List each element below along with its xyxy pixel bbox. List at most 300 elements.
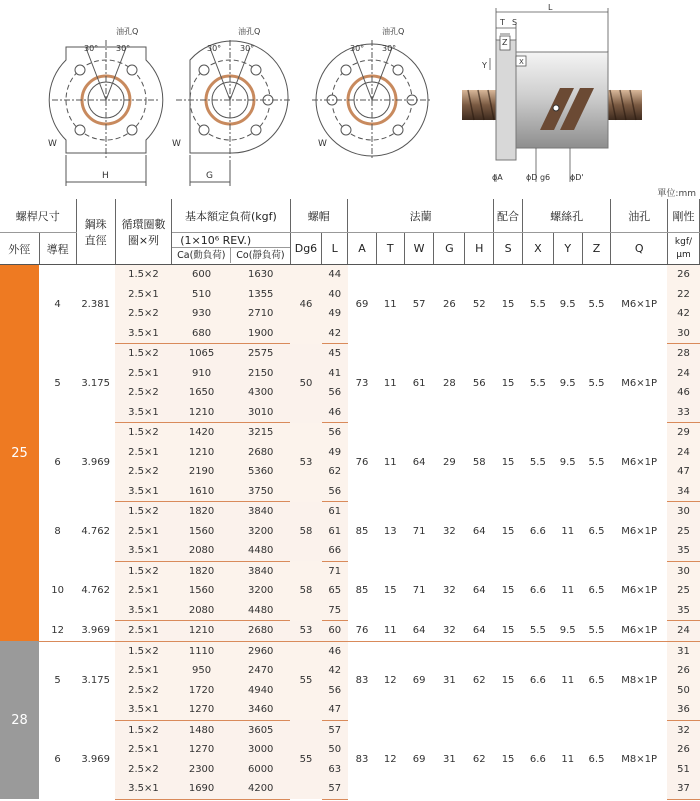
header-X: X [522, 233, 553, 265]
static-load-cell: 3605 [231, 720, 290, 740]
nut-length-cell: 47 [322, 700, 348, 720]
nut-length-cell: 57 [322, 720, 348, 740]
circuit-cell: 3.5×1 [115, 779, 172, 799]
static-load-cell: 3010 [231, 403, 290, 423]
nut-length-cell: 61 [322, 522, 348, 542]
dynamic-load-cell: 1650 [172, 383, 232, 403]
flange1-W: W [48, 139, 57, 149]
header-W: W [404, 233, 434, 265]
circuit-cell: 3.5×1 [115, 324, 172, 344]
flange1-H: H [102, 171, 109, 181]
circuit-cell: 1.5×2 [115, 265, 172, 285]
side-view-drawing [462, 8, 642, 182]
rigidity-cell: 42 [667, 304, 699, 324]
circuit-cell: 3.5×1 [115, 482, 172, 502]
static-load-cell: 2575 [231, 344, 290, 364]
flange-drawing-2 [176, 40, 292, 186]
flange3-W: W [318, 139, 327, 149]
dim-X-cell: 6.6 [522, 502, 553, 562]
static-load-cell: 3200 [231, 581, 290, 601]
dynamic-load-cell: 930 [172, 304, 232, 324]
static-load-cell: 3215 [231, 423, 290, 443]
side-L: L [548, 3, 553, 12]
header-od: 外徑 [0, 233, 39, 265]
table-row [0, 561, 700, 581]
dim-G-cell: 32 [434, 502, 465, 562]
dim-Q-cell: M6×1P [611, 621, 668, 642]
dim-Q-cell: M6×1P [611, 265, 668, 344]
header-Z: Z [582, 233, 611, 265]
nut-length-cell: 40 [322, 285, 348, 305]
rigidity-cell: 35 [667, 601, 699, 621]
flange2-oil-hole: 油孔Q [238, 27, 261, 36]
rigidity-cell: 33 [667, 403, 699, 423]
dim-W-cell: 57 [404, 265, 434, 344]
dim-H-cell: 58 [465, 423, 494, 502]
dim-Z-cell: 5.5 [582, 621, 611, 642]
dim-H-cell: 56 [465, 344, 494, 423]
circuit-cell: 2.5×2 [115, 383, 172, 403]
dim-H-cell: 62 [465, 641, 494, 720]
dim-S-cell: 15 [494, 265, 523, 344]
circuit-cell: 3.5×1 [115, 601, 172, 621]
static-load-cell: 2150 [231, 364, 290, 384]
header-fit: 配合 [494, 199, 523, 233]
dim-A-cell: 85 [348, 502, 377, 562]
dim-G-cell: 26 [434, 265, 465, 344]
static-load-cell: 4480 [231, 601, 290, 621]
dim-W-cell: 71 [404, 502, 434, 562]
dim-G-cell: 32 [434, 561, 465, 621]
dim-H-cell: 52 [465, 265, 494, 344]
nut-length-cell: 61 [322, 502, 348, 522]
lead-cell: 6 [39, 423, 76, 502]
dim-G-cell: 28 [434, 344, 465, 423]
static-load-cell: 2960 [231, 641, 290, 661]
dim-A-cell: 85 [348, 561, 377, 621]
dim-Y-cell: 9.5 [553, 265, 582, 344]
side-phid: ϕD' [570, 173, 584, 182]
static-load-cell: 3000 [231, 740, 290, 760]
header-co: Co(靜負荷) [236, 250, 285, 261]
unit-label: 單位:mm [657, 189, 696, 199]
dim-Z-cell: 5.5 [582, 265, 611, 344]
dim-H-cell: 64 [465, 502, 494, 562]
dim-Z-cell: 5.5 [582, 344, 611, 423]
dim-W-cell: 69 [404, 720, 434, 799]
rigidity-cell: 24 [667, 364, 699, 384]
nut-length-cell: 56 [322, 482, 348, 502]
dynamic-load-cell: 1690 [172, 779, 232, 799]
circuit-cell: 2.5×1 [115, 522, 172, 542]
nut-length-cell: 66 [322, 541, 348, 561]
circuit-cell: 3.5×1 [115, 403, 172, 423]
circuit-cell: 2.5×1 [115, 621, 172, 642]
flange-drawing-1 [49, 40, 163, 186]
nut-length-cell: 56 [322, 383, 348, 403]
circuit-cell: 2.5×1 [115, 285, 172, 305]
dynamic-load-cell: 1610 [172, 482, 232, 502]
rigidity-cell: 26 [667, 661, 699, 681]
dynamic-load-cell: 1210 [172, 621, 232, 642]
static-load-cell: 1630 [231, 265, 290, 285]
nut-length-cell: 62 [322, 462, 348, 482]
outer-diameter-cell: 25 [0, 265, 39, 642]
dim-X-cell: 5.5 [522, 621, 553, 642]
dim-G-cell: 29 [434, 423, 465, 502]
dynamic-load-cell: 950 [172, 661, 232, 681]
dim-W-cell: 69 [404, 641, 434, 720]
flange-drawing-3 [312, 40, 432, 160]
static-load-cell: 3750 [231, 482, 290, 502]
header-dg6: Dg6 [290, 233, 322, 265]
header-ball: 鋼珠 直徑 [76, 199, 115, 265]
static-load-cell: 3460 [231, 700, 290, 720]
dim-S-cell: 15 [494, 561, 523, 621]
dim-Z-cell: 6.5 [582, 561, 611, 621]
dim-X-cell: 6.6 [522, 641, 553, 720]
dim-X-cell: 5.5 [522, 423, 553, 502]
dynamic-load-cell: 1065 [172, 344, 232, 364]
circuit-cell: 1.5×2 [115, 502, 172, 522]
circuit-cell: 1.5×2 [115, 641, 172, 661]
technical-drawings [0, 0, 700, 190]
dim-X-cell: 6.6 [522, 720, 553, 799]
static-load-cell: 2470 [231, 661, 290, 681]
header-Y: Y [553, 233, 582, 265]
dim-Y-cell: 9.5 [553, 423, 582, 502]
rigidity-cell: 26 [667, 740, 699, 760]
header-load-sub: (1×10⁶ REV.) Ca(動負荷) Co(靜負荷) [172, 233, 290, 265]
circuit-cell: 1.5×2 [115, 720, 172, 740]
dim-S-cell: 15 [494, 502, 523, 562]
nut-length-cell: 42 [322, 324, 348, 344]
ball-diameter-cell: 2.381 [76, 265, 115, 344]
circuit-cell: 2.5×1 [115, 740, 172, 760]
dynamic-load-cell: 1560 [172, 522, 232, 542]
flange2-W: W [172, 139, 181, 149]
table-row [0, 265, 700, 285]
nut-length-cell: 49 [322, 304, 348, 324]
dynamic-load-cell: 680 [172, 324, 232, 344]
ball-diameter-cell: 4.762 [76, 502, 115, 562]
header-lead: 導程 [39, 233, 76, 265]
static-load-cell: 4300 [231, 383, 290, 403]
header-nut: 螺帽 [290, 199, 348, 233]
dim-Q-cell: M6×1P [611, 423, 668, 502]
dim-S-cell: 15 [494, 344, 523, 423]
side-Z: Z [502, 38, 508, 47]
dim-T-cell: 11 [376, 423, 404, 502]
circuit-cell: 3.5×1 [115, 541, 172, 561]
flange3-oil-hole: 油孔Q [382, 27, 405, 36]
dim-A-cell: 76 [348, 621, 377, 642]
header-A: A [348, 233, 377, 265]
dynamic-load-cell: 1480 [172, 720, 232, 740]
dynamic-load-cell: 1560 [172, 581, 232, 601]
dynamic-load-cell: 2080 [172, 541, 232, 561]
dim-H-cell: 64 [465, 561, 494, 621]
rigidity-cell: 47 [667, 462, 699, 482]
circuit-cell: 2.5×1 [115, 661, 172, 681]
dim-A-cell: 76 [348, 423, 377, 502]
dynamic-load-cell: 2300 [172, 760, 232, 780]
dynamic-load-cell: 1720 [172, 681, 232, 701]
nut-length-cell: 44 [322, 265, 348, 285]
dim-Y-cell: 9.5 [553, 621, 582, 642]
rigidity-cell: 25 [667, 581, 699, 601]
circuit-cell: 1.5×2 [115, 561, 172, 581]
header-G: G [434, 233, 465, 265]
static-load-cell: 4480 [231, 541, 290, 561]
nut-length-cell: 75 [322, 601, 348, 621]
dim-S-cell: 15 [494, 423, 523, 502]
dim-A-cell: 73 [348, 344, 377, 423]
table-row [0, 423, 700, 443]
circuit-cell: 3.5×1 [115, 700, 172, 720]
header-H: H [465, 233, 494, 265]
rigidity-cell: 29 [667, 423, 699, 443]
dim-A-cell: 83 [348, 720, 377, 799]
circuit-cell: 2.5×2 [115, 681, 172, 701]
static-load-cell: 6000 [231, 760, 290, 780]
circuit-cell: 2.5×1 [115, 581, 172, 601]
dim-G-cell: 32 [434, 621, 465, 642]
nut-dg6-cell: 53 [290, 423, 322, 502]
lead-cell: 8 [39, 502, 76, 562]
dim-Q-cell: M6×1P [611, 561, 668, 621]
table-header [0, 199, 700, 265]
dim-G-cell: 31 [434, 720, 465, 799]
dim-T-cell: 11 [376, 621, 404, 642]
dynamic-load-cell: 1110 [172, 641, 232, 661]
static-load-cell: 2680 [231, 621, 290, 642]
ball-diameter-cell: 3.969 [76, 720, 115, 799]
rigidity-cell: 30 [667, 324, 699, 344]
dynamic-load-cell: 1270 [172, 740, 232, 760]
side-T: T [500, 18, 505, 27]
lead-cell: 5 [39, 344, 76, 423]
static-load-cell: 4200 [231, 779, 290, 799]
flange3-angle-left: 30° [350, 44, 365, 53]
dim-T-cell: 11 [376, 265, 404, 344]
flange1-angle-left: 30° [84, 44, 99, 53]
flange1-angle-right: 30° [116, 44, 131, 53]
table-row [0, 502, 700, 522]
rigidity-cell: 22 [667, 285, 699, 305]
ball-diameter-cell: 3.175 [76, 641, 115, 720]
header-ca: Ca(動負荷) [172, 248, 231, 263]
flange2-G: G [206, 171, 213, 181]
nut-dg6-cell: 58 [290, 502, 322, 562]
rigidity-cell: 51 [667, 760, 699, 780]
dynamic-load-cell: 910 [172, 364, 232, 384]
static-load-cell: 1900 [231, 324, 290, 344]
dynamic-load-cell: 1270 [172, 700, 232, 720]
dim-Q-cell: M6×1P [611, 344, 668, 423]
nut-length-cell: 45 [322, 344, 348, 364]
lead-cell: 6 [39, 720, 76, 799]
rigidity-cell: 46 [667, 383, 699, 403]
header-load: 基本額定負荷(kgf) [172, 199, 290, 233]
header-oil: 油孔 [611, 199, 668, 233]
dim-T-cell: 13 [376, 502, 404, 562]
header-flange: 法蘭 [348, 199, 494, 233]
dim-W-cell: 71 [404, 561, 434, 621]
flange1-oil-hole: 油孔Q [116, 27, 139, 36]
dim-G-cell: 31 [434, 641, 465, 720]
nut-dg6-cell: 58 [290, 561, 322, 621]
rigidity-cell: 24 [667, 621, 699, 642]
dim-X-cell: 5.5 [522, 344, 553, 423]
dim-Y-cell: 11 [553, 641, 582, 720]
nut-length-cell: 60 [322, 621, 348, 642]
dynamic-load-cell: 2080 [172, 601, 232, 621]
dynamic-load-cell: 1820 [172, 561, 232, 581]
dim-T-cell: 11 [376, 344, 404, 423]
dim-T-cell: 12 [376, 641, 404, 720]
lead-cell: 10 [39, 561, 76, 621]
header-T: T [376, 233, 404, 265]
table-body [0, 265, 700, 800]
header-circuit: 循環圈數 圈×列 [115, 199, 172, 265]
rigidity-cell: 26 [667, 265, 699, 285]
header-S: S [494, 233, 523, 265]
nut-length-cell: 42 [322, 661, 348, 681]
nut-dg6-cell: 55 [290, 720, 322, 799]
static-load-cell: 2680 [231, 443, 290, 463]
ball-diameter-cell: 3.969 [76, 621, 115, 642]
static-load-cell: 4940 [231, 681, 290, 701]
table-row [0, 641, 700, 661]
circuit-cell: 2.5×2 [115, 304, 172, 324]
dim-T-cell: 15 [376, 561, 404, 621]
dim-A-cell: 83 [348, 641, 377, 720]
rigidity-cell: 30 [667, 561, 699, 581]
nut-length-cell: 71 [322, 561, 348, 581]
side-S: S [512, 18, 518, 27]
dim-H-cell: 64 [465, 621, 494, 642]
nut-length-cell: 46 [322, 403, 348, 423]
dim-W-cell: 64 [404, 423, 434, 502]
nut-dg6-cell: 55 [290, 641, 322, 720]
dim-Z-cell: 5.5 [582, 423, 611, 502]
dim-Q-cell: M6×1P [611, 502, 668, 562]
rigidity-cell: 37 [667, 779, 699, 799]
header-bolt: 螺絲孔 [522, 199, 610, 233]
dim-W-cell: 64 [404, 621, 434, 642]
dynamic-load-cell: 510 [172, 285, 232, 305]
rigidity-cell: 28 [667, 344, 699, 364]
flange2-angle-left: 30° [207, 44, 222, 53]
table-row [0, 621, 700, 642]
lead-cell: 4 [39, 265, 76, 344]
dynamic-load-cell: 1210 [172, 403, 232, 423]
rigidity-cell: 34 [667, 482, 699, 502]
dim-X-cell: 5.5 [522, 265, 553, 344]
header-L: L [322, 233, 348, 265]
dim-Y-cell: 9.5 [553, 344, 582, 423]
circuit-cell: 2.5×2 [115, 462, 172, 482]
circuit-cell: 1.5×2 [115, 344, 172, 364]
nut-length-cell: 63 [322, 760, 348, 780]
side-Y: Y [482, 61, 487, 70]
flange3-angle-right: 30° [382, 44, 397, 53]
dim-Q-cell: M8×1P [611, 641, 668, 720]
static-load-cell: 3840 [231, 561, 290, 581]
dim-Z-cell: 6.5 [582, 641, 611, 720]
lead-cell: 5 [39, 641, 76, 720]
header-rigidity: 剛性 [667, 199, 699, 233]
nut-length-cell: 46 [322, 641, 348, 661]
table-row [0, 344, 700, 364]
dim-Z-cell: 6.5 [582, 720, 611, 799]
dim-W-cell: 61 [404, 344, 434, 423]
side-X: X [519, 58, 524, 66]
dim-Y-cell: 11 [553, 502, 582, 562]
flange2-angle-right: 30° [240, 44, 255, 53]
header-rigidity-unit: kgf/ μm [667, 233, 699, 265]
nut-length-cell: 65 [322, 581, 348, 601]
nut-length-cell: 57 [322, 779, 348, 799]
dynamic-load-cell: 1420 [172, 423, 232, 443]
dim-S-cell: 15 [494, 641, 523, 720]
rigidity-cell: 24 [667, 443, 699, 463]
static-load-cell: 5360 [231, 462, 290, 482]
static-load-cell: 1355 [231, 285, 290, 305]
header-screw-size: 螺桿尺寸 [0, 199, 76, 233]
nut-length-cell: 50 [322, 740, 348, 760]
rigidity-cell: 35 [667, 541, 699, 561]
static-load-cell: 2710 [231, 304, 290, 324]
rigidity-cell: 30 [667, 502, 699, 522]
dim-S-cell: 15 [494, 621, 523, 642]
dim-A-cell: 69 [348, 265, 377, 344]
side-phiA: ϕA [492, 173, 503, 182]
dim-X-cell: 6.6 [522, 561, 553, 621]
circuit-cell: 2.5×1 [115, 443, 172, 463]
circuit-cell: 1.5×2 [115, 423, 172, 443]
spec-table [0, 199, 700, 800]
dim-T-cell: 12 [376, 720, 404, 799]
dim-S-cell: 15 [494, 720, 523, 799]
rigidity-cell: 32 [667, 720, 699, 740]
nut-dg6-cell: 46 [290, 265, 322, 344]
dim-Y-cell: 11 [553, 561, 582, 621]
circuit-cell: 2.5×2 [115, 760, 172, 780]
nut-length-cell: 41 [322, 364, 348, 384]
table-row [0, 720, 700, 740]
rigidity-cell: 31 [667, 641, 699, 661]
static-load-cell: 3200 [231, 522, 290, 542]
nut-length-cell: 56 [322, 423, 348, 443]
rigidity-cell: 25 [667, 522, 699, 542]
ball-diameter-cell: 3.969 [76, 423, 115, 502]
dim-Y-cell: 11 [553, 720, 582, 799]
ball-diameter-cell: 4.762 [76, 561, 115, 621]
dim-H-cell: 62 [465, 720, 494, 799]
circuit-cell: 2.5×1 [115, 364, 172, 384]
dynamic-load-cell: 2190 [172, 462, 232, 482]
ball-diameter-cell: 3.175 [76, 344, 115, 423]
header-Q: Q [611, 233, 668, 265]
rigidity-cell: 36 [667, 700, 699, 720]
nut-length-cell: 49 [322, 443, 348, 463]
static-load-cell: 3840 [231, 502, 290, 522]
dynamic-load-cell: 1210 [172, 443, 232, 463]
nut-dg6-cell: 50 [290, 344, 322, 423]
lead-cell: 12 [39, 621, 76, 642]
